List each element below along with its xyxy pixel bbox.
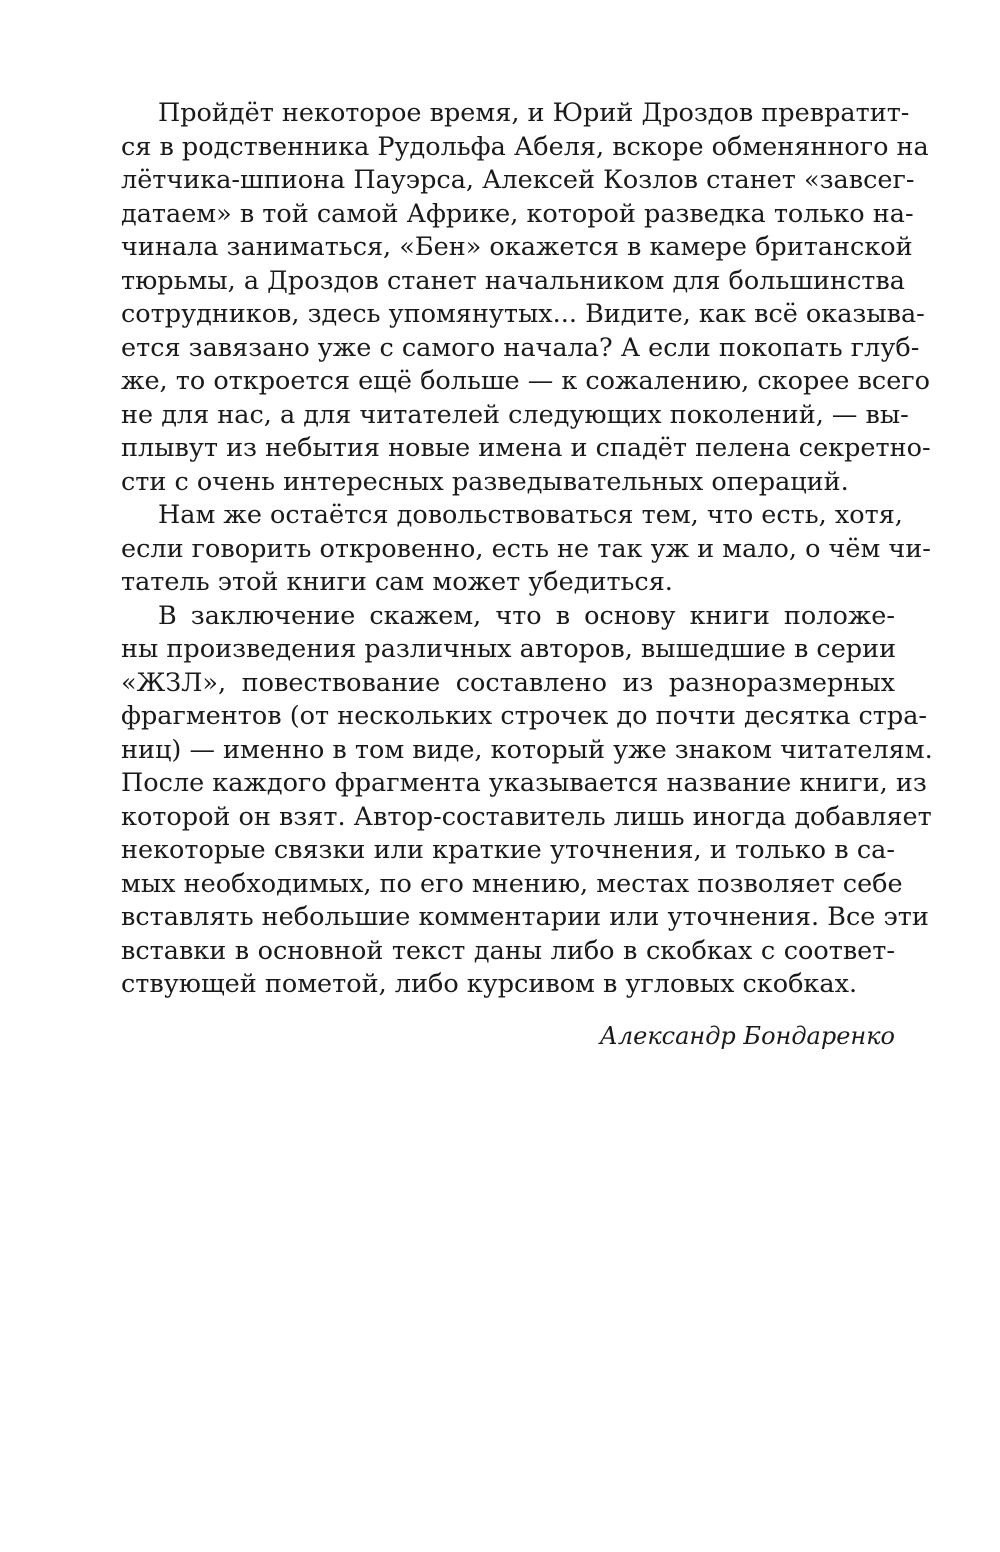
text-line: вставлять небольшие комментарии или уточнения. Все эти: [121, 902, 929, 932]
text-line: же, то откроется ещё больше — к сожалению, скорее всего: [121, 366, 931, 396]
text-line: В заключение скажем, что в основу книги положе-: [158, 600, 895, 631]
text-line: датаем» в той самой Африке, которой разведка только на-: [121, 198, 914, 229]
text-line: фрагментов (от нескольких строчек до почти десятка стра-: [121, 701, 928, 731]
text-line: вставки в основной текст даны либо в скобках с соответ-: [121, 935, 895, 966]
paragraph: [121, 600, 933, 1002]
text-line: ны произведения различных авторов, вышедшие в серии: [121, 634, 897, 664]
text-line: плывут из небытия новые имена и спадёт пелена секретно-: [121, 433, 931, 463]
paragraph: [121, 499, 931, 600]
text-line: ется завязано уже с самого начала? А если покопать глуб-: [121, 332, 920, 363]
text-line: ствующей пометой, либо курсивом в угловых скобках.: [121, 969, 858, 999]
text-line: мых необходимых, по его мнению, местах позволяет себе: [121, 868, 903, 899]
text-line: сти с очень интересных разведывательных операций.: [121, 466, 849, 497]
text-line: После каждого фрагмента указывается название книги, из: [121, 768, 927, 798]
text-line: Нам же остаётся довольствоваться тем, что есть, хотя,: [158, 500, 903, 530]
text-line: лётчика-шпиона Пауэрса, Алексей Козлов станет «завсег-: [121, 165, 915, 195]
text-line: которой он взят. Автор-составитель лишь иногда добавляет: [121, 801, 932, 832]
text-line: ниц) — именно в том виде, который уже знаком читателям.: [121, 734, 933, 765]
text-line: некоторые связки или краткие уточнения, и только в са-: [121, 835, 895, 865]
body-text: [121, 97, 933, 1002]
text-line: если говорить откровенно, есть не так уж и мало, о чём чи-: [121, 533, 931, 564]
text-line: тюрьмы, а Дроздов станет начальником для большинства: [121, 265, 905, 296]
paragraph: [121, 97, 931, 499]
text-line: татель этой книги сам может убедиться.: [121, 567, 673, 597]
text-line: ся в родственника Рудольфа Абеля, вскоре обменянного на: [121, 131, 929, 162]
text-line: «ЖЗЛ», повествование составлено из разноразмерных: [121, 667, 895, 698]
text-line: чинала заниматься, «Бен» окажется в камере британской: [121, 232, 913, 262]
text-line: сотрудников, здесь упомянутых... Видите, как всё оказыва-: [121, 299, 925, 329]
text-line: не для нас, а для читателей следующих поколений, — вы-: [121, 399, 909, 430]
author-signature: Александр Бондаренко: [599, 1022, 895, 1050]
text-line: Пройдёт некоторое время, и Юрий Дроздов превратит-: [158, 98, 910, 128]
